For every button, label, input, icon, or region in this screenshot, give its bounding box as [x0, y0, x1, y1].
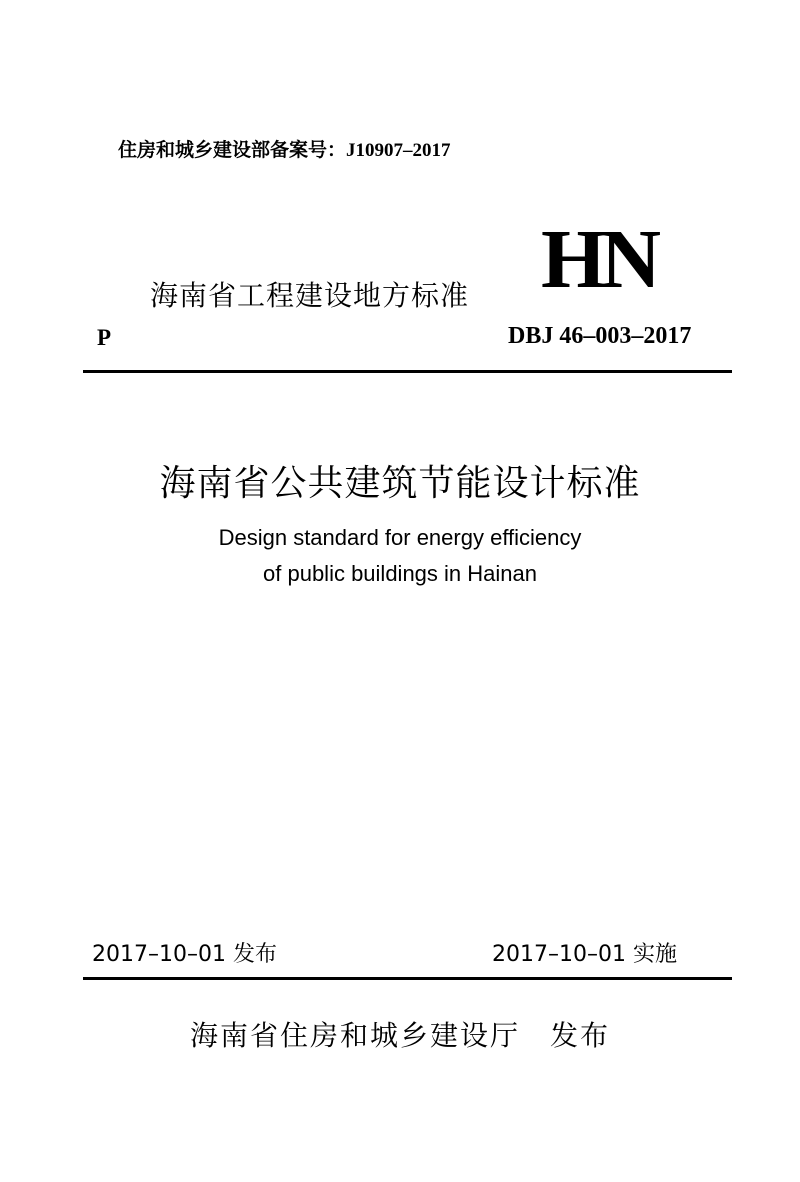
issue-date: 2017–10–01 发布 — [92, 942, 277, 967]
document-title-english-line2: of public buildings in Hainan — [263, 561, 537, 586]
top-divider — [83, 370, 732, 373]
record-number — [118, 135, 451, 162]
document-title-chinese: 海南省公共建筑节能设计标准 — [159, 463, 641, 504]
publisher: 海南省住房和城乡建设厅 发布 — [189, 1019, 610, 1052]
record-code: J10907–2017 — [346, 140, 451, 161]
classification-code: P — [97, 325, 112, 350]
record-label: 住房和城乡建设部备案号： — [118, 139, 347, 161]
standard-number: DBJ 46–003–2017 — [508, 323, 692, 349]
document-title-english-line1: Design standard for energy efficiency — [218, 525, 582, 550]
standard-series: 海南省工程建设地方标准 — [150, 279, 470, 312]
hn-logo: HN — [541, 213, 655, 306]
bottom-divider — [83, 977, 732, 980]
implementation-date: 2017–10–01 实施 — [492, 942, 677, 967]
